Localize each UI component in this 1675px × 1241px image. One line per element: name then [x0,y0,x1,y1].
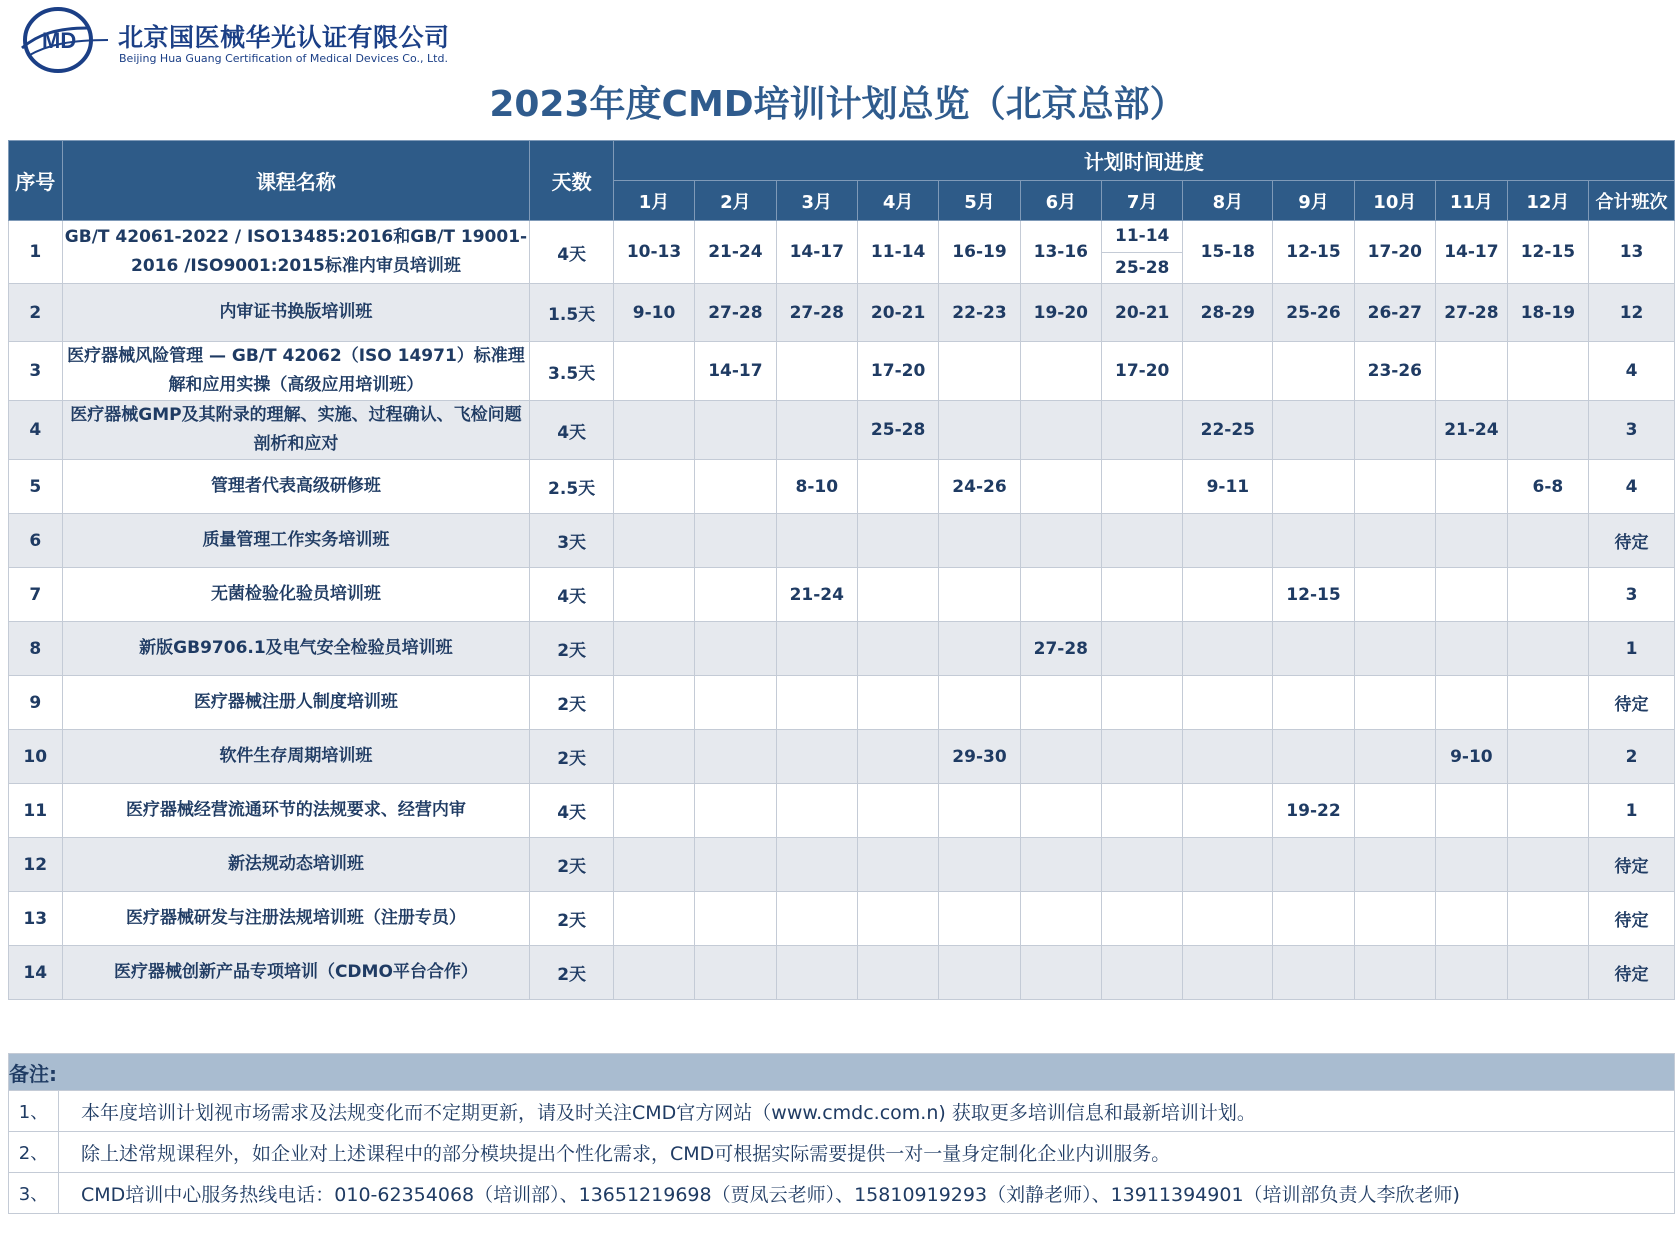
row-days: 2天 [530,676,614,730]
row-month-cell [1183,892,1273,946]
company-name-en: Beijing Hua Guang Certification of Medical Devices Co., Ltd. [119,52,448,65]
note-text: 除上述常规课程外，如企业对上述课程中的部分模块提出个性化需求，CMD可根据实际需要提供一对一量身定制化企业内训服务。 [59,1132,1675,1173]
table-row [9,568,1675,622]
row-course-name: 医疗器械研发与注册法规培训班（注册专员） [62,892,530,946]
row-month-cell [1183,514,1273,568]
row-month-cell [857,730,938,784]
row-month-cell [1020,568,1101,622]
row-month-cell: 16-19 [939,221,1020,284]
row-month-cell: 20-21 [857,284,938,342]
row-month-cell [776,892,857,946]
row-month-cell [939,568,1020,622]
row-month-cell [1183,622,1273,676]
row-month-cell [613,784,694,838]
row-month-cell: 15-18 [1183,221,1273,284]
row-days: 2天 [530,622,614,676]
note-text: 本年度培训计划视市场需求及法规变化而不定期更新，请及时关注CMD官方网站（www.cmdc.com.n) 获取更多培训信息和最新培训计划。 [59,1091,1675,1132]
header-month: 1月 [613,181,694,221]
row-month-cell [776,838,857,892]
row-month-cell: 21-24 [695,221,776,284]
header-days: 天数 [530,141,614,221]
row-month-cell: 26-27 [1354,284,1435,342]
row-seq: 14 [9,946,63,1000]
row-month-cell: 17-20 [857,342,938,401]
row-month-cell: 20-21 [1102,284,1183,342]
header-schedule: 计划时间进度 [613,141,1674,181]
row-month-cell [1020,342,1101,401]
row-month-cell [1354,514,1435,568]
row-total: 3 [1589,568,1675,622]
row-course-name: 医疗器械注册人制度培训班 [62,676,530,730]
row-month-cell [695,946,776,1000]
table-row [9,514,1675,568]
row-month-cell [857,460,938,514]
row-month-cell: 10-13 [613,221,694,284]
row-month-cell [1436,676,1508,730]
row-seq: 9 [9,676,63,730]
row-month-cell [613,514,694,568]
row-month-cell [1102,460,1183,514]
row-month-cell [776,342,857,401]
month-session: 25-28 [1115,257,1170,278]
row-month-cell: 25-28 [857,401,938,460]
row-month-cell [1183,784,1273,838]
company-logo [18,4,478,76]
note-number: 2、 [9,1132,59,1173]
row-month-cell [857,892,938,946]
row-month-cell [1354,838,1435,892]
header-month: 8月 [1183,181,1273,221]
row-month-cell [695,401,776,460]
row-month-cell [939,514,1020,568]
row-seq: 7 [9,568,63,622]
header-month: 4月 [857,181,938,221]
row-month-cell [857,676,938,730]
row-month-cell [1273,460,1354,514]
row-days: 2.5天 [530,460,614,514]
company-logo-icon [18,4,112,76]
row-month-cell [939,676,1020,730]
row-course-name: 医疗器械GMP及其附录的理解、实施、过程确认、飞检问题剖析和应对 [62,401,530,460]
table-row [9,676,1675,730]
row-month-cell [776,401,857,460]
row-seq: 13 [9,892,63,946]
row-month-cell [613,568,694,622]
row-month-cell [1102,221,1183,284]
row-month-cell [1273,622,1354,676]
row-month-cell [776,946,857,1000]
row-month-cell [613,401,694,460]
row-month-cell [695,676,776,730]
row-days: 2天 [530,838,614,892]
row-month-cell [1354,892,1435,946]
row-month-cell [1354,946,1435,1000]
row-seq: 10 [9,730,63,784]
row-days: 2天 [530,946,614,1000]
row-days: 3天 [530,514,614,568]
row-month-cell [1020,460,1101,514]
row-month-cell: 22-25 [1183,401,1273,460]
row-month-cell: 14-17 [695,342,776,401]
row-month-cell: 14-17 [776,221,857,284]
table-row [9,342,1675,401]
row-month-cell [1020,401,1101,460]
row-month-cell [1354,730,1435,784]
row-month-cell [1507,892,1588,946]
row-month-cell [1354,401,1435,460]
table-row [9,892,1675,946]
row-total: 待定 [1589,838,1675,892]
header-month: 2月 [695,181,776,221]
month-session: 11-14 [1102,221,1182,253]
row-month-cell [1354,622,1435,676]
row-month-cell [1273,838,1354,892]
row-month-cell: 27-28 [776,284,857,342]
row-month-cell [1273,946,1354,1000]
row-month-cell [939,838,1020,892]
company-name-cn: 北京国医械华光认证有限公司 [118,23,450,52]
row-month-cell [695,892,776,946]
row-month-cell: 18-19 [1507,284,1588,342]
row-days: 2天 [530,730,614,784]
row-month-cell [939,401,1020,460]
row-month-cell: 25-26 [1273,284,1354,342]
row-month-cell [695,838,776,892]
row-month-cell [1183,838,1273,892]
row-month-cell: 14-17 [1436,221,1508,284]
row-month-cell [1102,514,1183,568]
row-total: 12 [1589,284,1675,342]
row-month-cell [939,784,1020,838]
row-month-cell [613,946,694,1000]
row-month-cell [1020,946,1101,1000]
row-month-cell [1436,622,1508,676]
row-total: 待定 [1589,946,1675,1000]
row-course-name: GB/T 42061-2022 / ISO13485:2016和GB/T 19001-2016 /ISO9001:2015标准内审员培训班 [62,221,530,284]
row-course-name: 医疗器械经营流通环节的法规要求、经营内审 [62,784,530,838]
row-month-cell [1020,730,1101,784]
row-month-cell [1436,838,1508,892]
row-month-cell [1273,342,1354,401]
row-month-cell [1183,342,1273,401]
row-month-cell: 6-8 [1507,460,1588,514]
row-month-cell [613,838,694,892]
logo-letters: MD [42,28,77,53]
training-plan-table [8,140,1675,1000]
row-seq: 8 [9,622,63,676]
row-month-cell [613,892,694,946]
row-month-cell [1102,676,1183,730]
row-days: 2天 [530,892,614,946]
row-month-cell [1102,568,1183,622]
row-month-cell [1507,946,1588,1000]
row-days: 4天 [530,784,614,838]
row-total: 4 [1589,342,1675,401]
table-row [9,460,1675,514]
row-days: 4天 [530,401,614,460]
row-month-cell [1507,342,1588,401]
row-course-name: 内审证书换版培训班 [62,284,530,342]
header-month: 3月 [776,181,857,221]
row-month-cell: 27-28 [1020,622,1101,676]
row-month-cell: 27-28 [695,284,776,342]
row-days: 3.5天 [530,342,614,401]
row-month-cell: 9-10 [1436,730,1508,784]
row-month-cell [613,730,694,784]
row-month-cell [613,676,694,730]
table-row [9,838,1675,892]
row-month-cell [1183,676,1273,730]
row-seq: 4 [9,401,63,460]
note-number: 3、 [9,1173,59,1214]
header-month: 11月 [1436,181,1508,221]
row-month-cell [613,460,694,514]
row-seq: 12 [9,838,63,892]
header-course: 课程名称 [62,141,530,221]
row-month-cell [776,730,857,784]
row-month-cell [1020,676,1101,730]
row-month-cell [1436,784,1508,838]
row-seq: 11 [9,784,63,838]
row-total: 1 [1589,784,1675,838]
row-month-cell: 19-22 [1273,784,1354,838]
row-month-cell [1354,784,1435,838]
row-month-cell [613,622,694,676]
row-days: 4天 [530,568,614,622]
row-total: 4 [1589,460,1675,514]
row-month-cell [1183,568,1273,622]
row-month-cell [1354,676,1435,730]
row-month-cell [776,622,857,676]
row-total: 待定 [1589,676,1675,730]
table-row [9,221,1675,284]
row-month-cell [1507,401,1588,460]
header-total: 合计班次 [1589,181,1675,221]
row-month-cell [1507,676,1588,730]
row-month-cell [857,946,938,1000]
row-month-cell: 22-23 [939,284,1020,342]
row-days: 1.5天 [530,284,614,342]
row-month-cell [1273,401,1354,460]
row-seq: 5 [9,460,63,514]
row-total: 待定 [1589,892,1675,946]
row-course-name: 新版GB9706.1及电气安全检验员培训班 [62,622,530,676]
header-seq: 序号 [9,141,63,221]
row-month-cell [1507,622,1588,676]
header-month: 9月 [1273,181,1354,221]
row-month-cell [695,460,776,514]
row-month-cell [1020,514,1101,568]
row-month-cell [1436,892,1508,946]
row-month-cell: 12-15 [1507,221,1588,284]
row-total: 13 [1589,221,1675,284]
row-month-cell [1507,730,1588,784]
row-month-cell: 11-14 [857,221,938,284]
row-course-name: 无菌检验化验员培训班 [62,568,530,622]
row-month-cell [1273,514,1354,568]
row-seq: 6 [9,514,63,568]
row-total: 待定 [1589,514,1675,568]
row-total: 2 [1589,730,1675,784]
row-month-cell [939,946,1020,1000]
row-total: 1 [1589,622,1675,676]
row-month-cell [1507,568,1588,622]
row-month-cell [695,514,776,568]
row-month-cell [857,784,938,838]
row-course-name: 新法规动态培训班 [62,838,530,892]
row-month-cell [1183,730,1273,784]
row-month-cell [1020,892,1101,946]
row-days: 4天 [530,221,614,284]
row-month-cell [1507,784,1588,838]
page-title: 2023年度CMD培训计划总览（北京总部） [489,84,1186,125]
row-month-cell [939,622,1020,676]
row-month-cell [1102,838,1183,892]
row-month-cell [939,342,1020,401]
table-row [9,946,1675,1000]
row-course-name: 医疗器械创新产品专项培训（CDMO平台合作） [62,946,530,1000]
row-seq: 2 [9,284,63,342]
row-month-cell [1436,514,1508,568]
row-month-cell [1354,460,1435,514]
row-month-cell: 12-15 [1273,221,1354,284]
row-month-cell: 9-10 [613,284,694,342]
row-month-cell [776,514,857,568]
header-month: 5月 [939,181,1020,221]
row-month-cell [613,342,694,401]
row-month-cell [695,730,776,784]
row-month-cell [857,838,938,892]
row-course-name: 质量管理工作实务培训班 [62,514,530,568]
row-month-cell [1102,784,1183,838]
row-month-cell: 13-16 [1020,221,1101,284]
row-seq: 3 [9,342,63,401]
row-month-cell [695,568,776,622]
row-month-cell: 21-24 [776,568,857,622]
header-month: 7月 [1102,181,1183,221]
row-total: 3 [1589,401,1675,460]
row-month-cell [1020,838,1101,892]
row-month-cell [695,622,776,676]
row-month-cell [1436,342,1508,401]
row-month-cell [1354,568,1435,622]
header-month: 12月 [1507,181,1588,221]
row-month-cell [1183,946,1273,1000]
row-month-cell: 12-15 [1273,568,1354,622]
table-row [9,401,1675,460]
row-month-cell: 21-24 [1436,401,1508,460]
row-month-cell [1020,784,1101,838]
row-month-cell: 29-30 [939,730,1020,784]
row-month-cell: 19-20 [1020,284,1101,342]
row-month-cell [1507,514,1588,568]
note-number: 1、 [9,1091,59,1132]
row-month-cell [939,892,1020,946]
row-course-name: 管理者代表高级研修班 [62,460,530,514]
row-month-cell [1102,892,1183,946]
row-month-cell: 8-10 [776,460,857,514]
row-month-cell [1436,946,1508,1000]
row-month-cell: 27-28 [1436,284,1508,342]
row-month-cell [695,784,776,838]
row-month-cell [1102,401,1183,460]
row-month-cell: 9-11 [1183,460,1273,514]
row-course-name: 软件生存周期培训班 [62,730,530,784]
row-month-cell [1436,568,1508,622]
row-month-cell: 17-20 [1102,342,1183,401]
note-text: CMD培训中心服务热线电话：010-62354068（培训部）、13651219698（贾凤云老师）、15810919293（刘静老师）、13911394901（培训部负责人李欣老师) [59,1173,1675,1214]
row-month-cell [857,622,938,676]
row-month-cell [1507,838,1588,892]
row-month-cell [1102,946,1183,1000]
row-month-cell: 28-29 [1183,284,1273,342]
row-month-cell [857,568,938,622]
row-month-cell [1102,730,1183,784]
row-month-cell [1273,892,1354,946]
row-month-cell: 17-20 [1354,221,1435,284]
notes-table [8,1053,1675,1214]
row-seq: 1 [9,221,63,284]
row-month-cell [1273,676,1354,730]
row-month-cell: 23-26 [1354,342,1435,401]
row-month-cell [1102,622,1183,676]
row-month-cell [776,676,857,730]
row-month-cell [1273,730,1354,784]
table-row [9,784,1675,838]
notes-header: 备注: [9,1054,1675,1091]
row-month-cell [1436,460,1508,514]
row-month-cell: 24-26 [939,460,1020,514]
header-month: 6月 [1020,181,1101,221]
table-row [9,730,1675,784]
table-row [9,622,1675,676]
table-row [9,284,1675,342]
row-course-name: 医疗器械风险管理 — GB/T 42062（ISO 14971）标准理解和应用实操（高级应用培训班） [62,342,530,401]
row-month-cell [857,514,938,568]
row-month-cell [776,784,857,838]
header-month: 10月 [1354,181,1435,221]
